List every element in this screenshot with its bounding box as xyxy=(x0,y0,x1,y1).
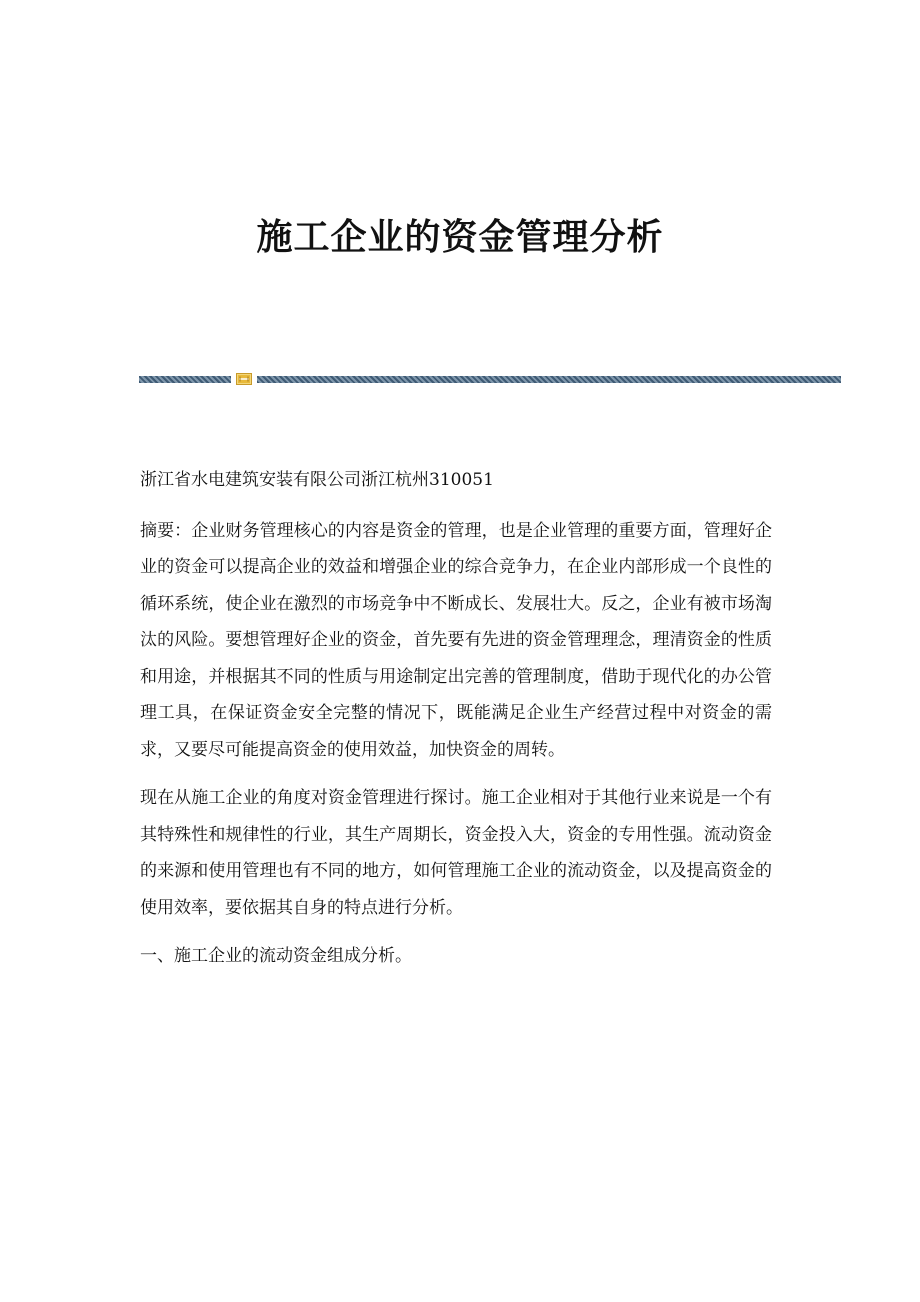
title-divider xyxy=(139,372,841,386)
section-heading: 一、施工企业的流动资金组成分析。 xyxy=(140,946,412,966)
divider-bar-left xyxy=(139,376,231,383)
abstract-paragraph: 摘要：企业财务管理核心的内容是资金的管理，也是企业管理的重要方面，管理好企业的资金可以提高企业的效益和增强企业的综合竞争力，在企业内部形成一个良性的循环系统，使企业在激烈的市场竞争中不断成长、发展壮大。反之，企业有被市场淘汰的风险。要想管理好企业的资金，首先要有先进的资金管理理念，理清资金的性质和用途，并根据其不同的性质与用途制定出完善的管理制度，借助于现代化的办公管理工具，在保证资金安全完整的情况下，既能满足企业生产经营过程中对资金的需求，又要尽可能提高资金的使用效益，加快资金的周转。 xyxy=(140,520,772,760)
document-title: 施工企业的资金管理分析 xyxy=(256,216,664,258)
document-body xyxy=(140,462,772,987)
divider-ornament-icon xyxy=(236,373,252,385)
intro-paragraph: 现在从施工企业的角度对资金管理进行探讨。施工企业相对于其他行业来说是一个有其特殊性和规律性的行业，其生产周期长，资金投入大，资金的专用性强。流动资金的来源和使用管理也有不同的地方，如何管理施工企业的流动资金，以及提高资金的使用效率，要依据其自身的特点进行分析。 xyxy=(140,788,772,918)
affiliation-line: 浙江省水电建筑安装有限公司浙江杭州310051 xyxy=(140,470,494,490)
divider-bar-right xyxy=(257,376,841,383)
